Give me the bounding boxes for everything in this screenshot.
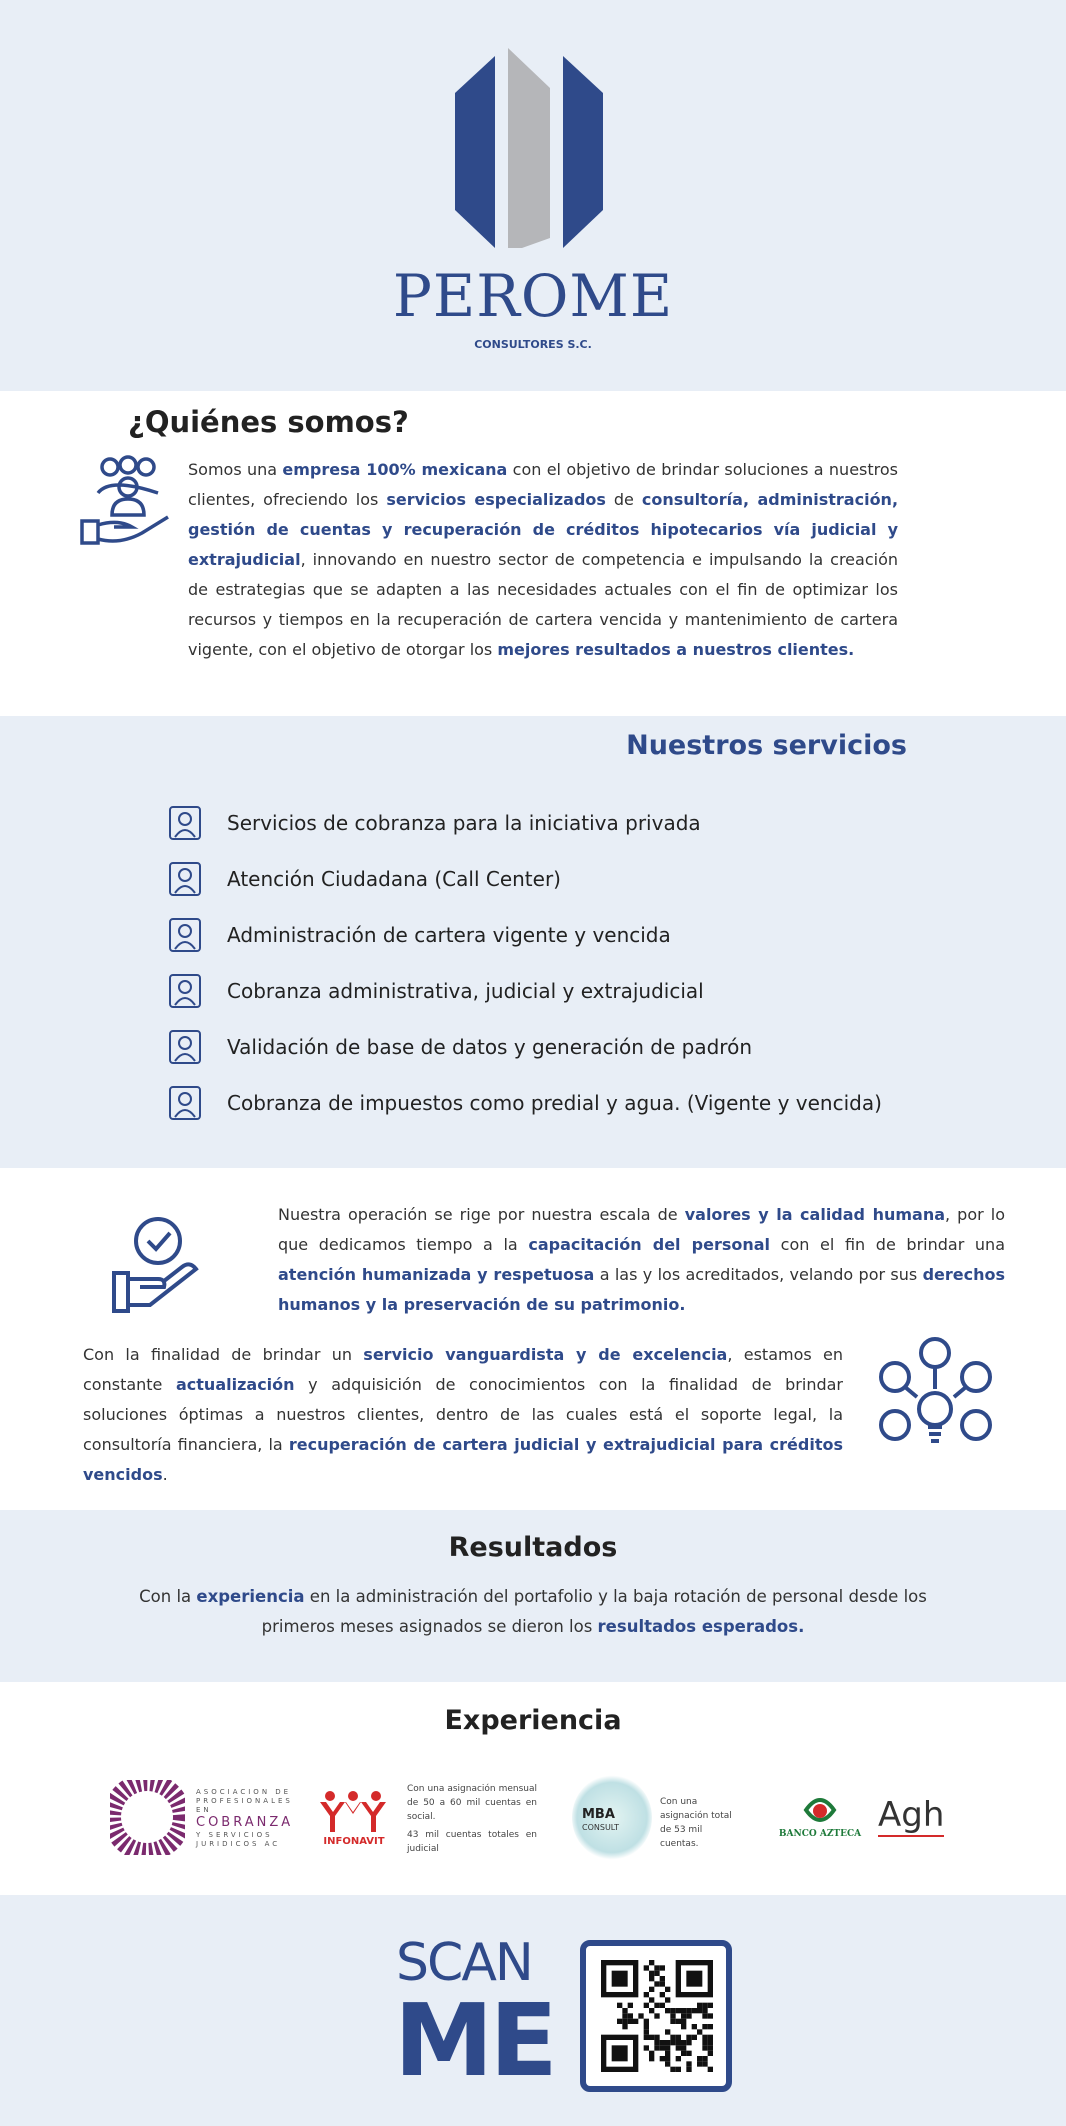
service-item (165, 914, 671, 956)
apcsj-emblem-icon (110, 1780, 185, 1855)
headset-agent-icon (165, 858, 207, 900)
infonavit-note (407, 1782, 537, 1856)
text-segment: , por lo que dedicamos tiempo a la (278, 1205, 1005, 1254)
highlight-text: consultoría, administración, gestión de cuentas y recuperación de créditos hipotecarios vía judicial y extrajudicial (188, 490, 899, 569)
text-segment: Con la (139, 1587, 197, 1606)
highlight-text: experiencia (196, 1587, 305, 1606)
highlight-text: actualización (176, 1375, 295, 1394)
text-segment: a las y los acreditados, velando por sus (594, 1265, 923, 1284)
mba-line: CONSULT (582, 1823, 620, 1832)
mba-consult-logo (572, 1775, 652, 1860)
highlight-text: recuperación de cartera judicial y extrajudicial para créditos vencidos (83, 1435, 844, 1484)
people-hand-icon (80, 455, 172, 545)
apcsj-line: COBRANZA (196, 1815, 294, 1830)
service-item (165, 1026, 752, 1068)
service-item (165, 970, 704, 1012)
text-segment: con el objetivo de brindar soluciones a nuestros clientes, ofreciendo los (188, 460, 898, 509)
results-title: Resultados (448, 1532, 618, 1563)
infonavit-note-2: 43 mil cuentas totales en judicial (407, 1830, 537, 1854)
text-segment: con el fin de brindar una (770, 1235, 1005, 1254)
apcsj-line: ASOCIACION DE (196, 1788, 292, 1796)
service-label: Cobranza administrativa, judicial y extrajudicial (227, 979, 704, 1003)
fingerprint-lock-icon (165, 1026, 207, 1068)
service-label: Validación de base de datos y generación de padrón (227, 1035, 752, 1059)
mba-note: Con una asignación total de 53 mil cuentas. (660, 1797, 732, 1849)
about-title: ¿Quiénes somos? (128, 405, 409, 439)
apcsj-line: JURIDICOS AC (196, 1840, 281, 1848)
me-label: ME (394, 1982, 554, 2099)
experience-title: Experiencia (444, 1705, 622, 1736)
qr-code-icon (601, 1960, 713, 2072)
service-label: Administración de cartera vigente y vencida (227, 923, 671, 947)
banco-azteca-logo (775, 1795, 865, 1845)
azteca-emblem-icon (803, 1795, 837, 1825)
service-label: Cobranza de impuestos como predial y agua. (Vigente y vencida) (227, 1091, 882, 1115)
apcsj-line: PROFESIONALES EN (196, 1797, 293, 1814)
brand-name: PEROME (392, 262, 674, 330)
highlight-text: servicios especializados (386, 490, 606, 509)
qr-frame[interactable] (580, 1940, 732, 2092)
scan-band (0, 1895, 1066, 2126)
highlight-text: resultados esperados. (597, 1617, 805, 1636)
mba-line: MBA (582, 1807, 615, 1822)
service-item (165, 1082, 882, 1124)
service-item (165, 858, 561, 900)
apcsj-logo (110, 1780, 300, 1860)
text-segment: Nuestra operación se rige por nuestra escala de (278, 1205, 685, 1224)
highlight-text: valores y la calidad humana (684, 1205, 946, 1224)
results-paragraph (100, 1582, 966, 1642)
highlight-text: empresa 100% mexicana (282, 460, 508, 479)
header-band (0, 0, 1066, 391)
agh-logo: Agh (878, 1795, 945, 1835)
text-segment: en la administración del portafolio y la baja rotación de personal desde los primeros meses asignados se dieron los (261, 1587, 927, 1636)
about-paragraph (188, 455, 898, 665)
scales-hand-icon (165, 970, 207, 1012)
tax-clipboard-icon (165, 1082, 207, 1124)
values-paragraph-2 (83, 1340, 843, 1490)
brand-subtitle: CONSULTORES S.C. (474, 338, 592, 351)
text-segment: . (162, 1465, 168, 1484)
text-segment: y adquisición de conocimientos con la finalidad de brindar soluciones óptimas a nuestros clientes, dentro de las cuales está el soporte legal, la consultoría financiera, la (83, 1375, 844, 1454)
text-segment: Con la finalidad de brindar un (83, 1345, 364, 1364)
service-item (165, 802, 701, 844)
services-band (0, 716, 1066, 1168)
apcsj-line: Y SERVICIOS (196, 1831, 273, 1839)
building-people-icon (165, 802, 207, 844)
services-title: Nuestros servicios (626, 730, 907, 761)
results-band (0, 1510, 1066, 1682)
service-label: Atención Ciudadana (Call Center) (227, 867, 561, 891)
hand-check-icon (110, 1215, 205, 1315)
highlight-text: derechos humanos y la preservación de su patrimonio. (278, 1265, 1005, 1314)
azteca-name: BANCO AZTECA (778, 1829, 862, 1839)
service-label: Servicios de cobranza para la iniciativa privada (227, 811, 701, 835)
highlight-text: mejores resultados a nuestros clientes. (497, 640, 855, 659)
scan-label: SCAN (396, 1933, 532, 1993)
infonavit-name: INFONAVIT (323, 1836, 385, 1847)
infonavit-note-1: Con una asignación mensual de 50 a 60 mil cuentas en social. (407, 1784, 537, 1822)
values-paragraph-1 (278, 1200, 1005, 1320)
text-segment: , innovando en nuestro sector de competencia e impulsando la creación de estrategias que se adapten a las necesidades actuales con el fin de optimizar los recursos y tiempos en la recuperación de cartera vencida y mantenimiento de cartera vigente, con el objetivo de otorgar los (188, 550, 898, 659)
text-segment: de (605, 490, 642, 509)
text-segment: , estamos en constante (83, 1345, 843, 1394)
highlight-text: servicio vanguardista y de excelencia (363, 1345, 728, 1364)
ideas-network-icon (878, 1335, 993, 1450)
text-segment: Somos una (188, 460, 283, 479)
highlight-text: capacitación del personal (528, 1235, 771, 1254)
highlight-text: atención humanizada y respetuosa (278, 1265, 595, 1284)
infonavit-emblem-icon (318, 1790, 388, 1832)
folder-profile-icon (165, 914, 207, 956)
infonavit-logo (318, 1790, 390, 1850)
perome-logo-icon (455, 48, 615, 248)
